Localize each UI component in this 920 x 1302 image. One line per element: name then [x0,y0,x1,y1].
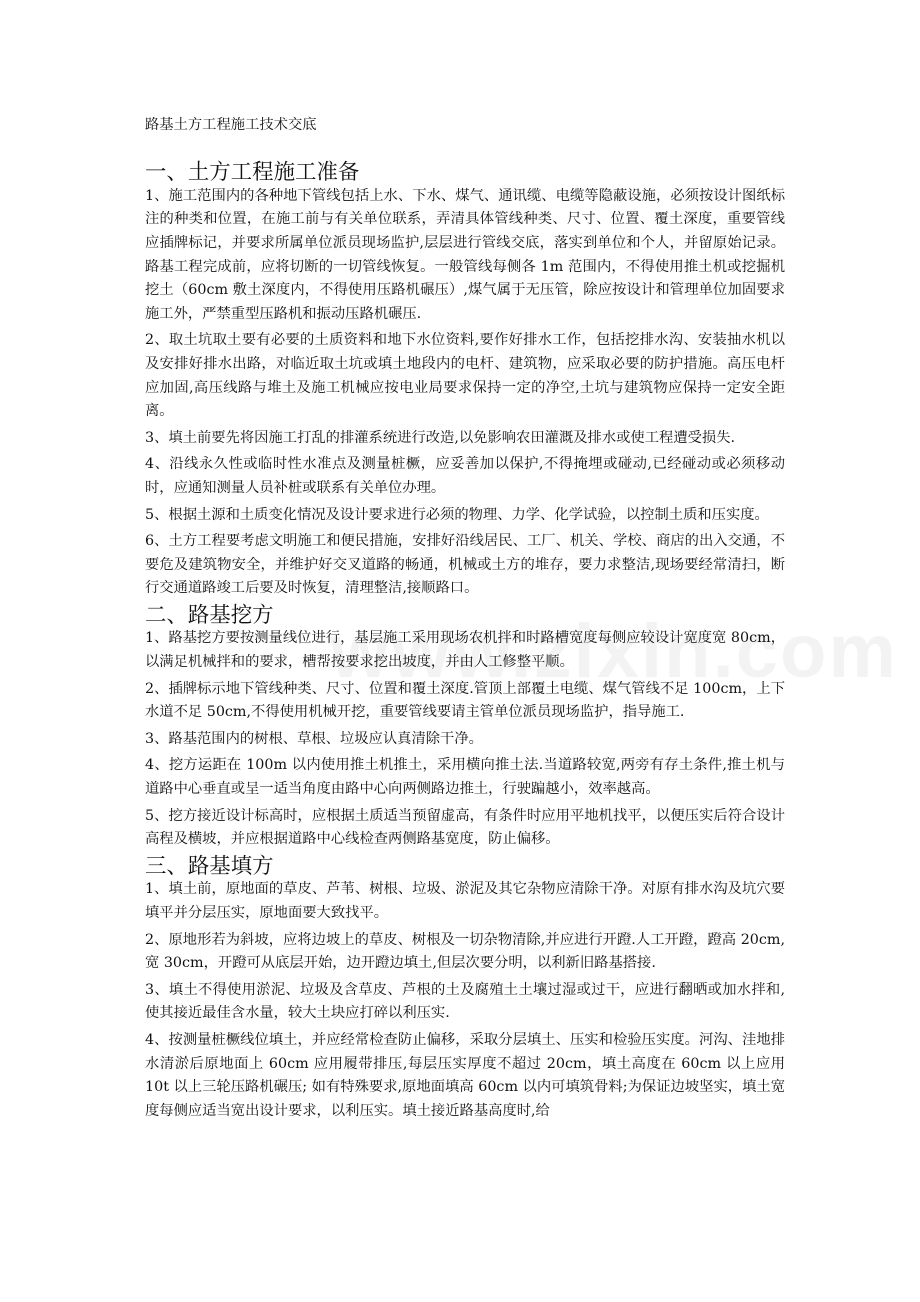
document-title: 路基土方工程施工技术交底 [145,117,317,133]
paragraph: 4、沿线永久性或临时性水准点及测量桩橛，应妥善加以保护,不得掩埋或碰动,已经碰动或必须移动时，应通知测量人员补桩或联系有关单位办理。 [145,456,785,496]
document-page [145,114,785,1126]
paragraph: 5、挖方接近设计标高时，应根据土质适当预留虚高，有条件时应用平地机找平，以便压实后符合设计高程及横坡，并应根据道路中心线检查两侧路基宽度，防止偏移。 [145,807,785,848]
paragraph: 2、原地形若为斜坡，应将边坡上的草皮、树根及一切杂物清除,并应进行开蹬.人工开蹬，蹬高 20cm,宽 30cm，开蹬可从底层开始，边开蹬边填土,但层次要分明，以利新旧路基搭接. [145,931,785,972]
paragraph: 5、根据土源和土质变化情况及设计要求进行必须的物理、力学、化学试验，以控制土质和压实度。 [145,506,769,523]
paragraph: 1、填土前，原地面的草皮、芦苇、树根、垃圾、淤泥及其它杂物应清除干净。对原有排水沟及坑穴要填平并分层压实，原地面要大致找平。 [145,881,785,921]
paragraph: 4、挖方运距在 100m 以内使用推土机推土，采用横向推土法.当道路较宽,两旁有存土条件,推土机与道路中心垂直或呈一适当角度由路中心向两侧路边推土，行驶蹁越小，效率越高。 [145,757,785,798]
paragraph: 4、按测量桩橛线位填土，并应经常检查防止偏移，采取分层填土、压实和检验压实度。河沟、洼地排水清淤后原地面上 60cm 应用履带排压,每层压实厚度不超过 20cm，填土高度在 60cm 以上应用 10t 以上三轮压路机碾压; 如有特殊要求,原地面填高 60cm 以内可填筑骨料;为保证边坡坚实，填土宽度每侧应适当宽出设计要求，以利压实。填土接近路基高度时,给 [145,1031,785,1119]
paragraph: 6、土方工程要考虑文明施工和便民措施，安排好沿线居民、工厂、机关、学校、商店的出入交通，不要危及建筑物安全，并维护好交叉道路的畅通，机械或土方的堆存，要力求整洁,现场要经常清扫，断行交通道路竣工后要及时恢复，清理整洁,接顺路口。 [145,533,785,597]
section-heading: 三、路基填方 [145,853,274,879]
paragraph: 3、路基范围内的树根、草根、垃圾应认真清除干净。 [145,730,483,747]
section-heading: 一、土方工程施工准备 [145,160,360,186]
section-excavation [145,604,785,852]
paragraph: 2、插牌标示地下管线种类、尺寸、位置和覆土深度.管顶上部覆土电缆、煤气管线不足 100cm，上下水道不足 50cm,不得使用机械开挖，重要管线要请主管单位派员现场监护，指导施工. [145,680,785,721]
section-preparation [145,161,785,601]
paragraph: 3、填土不得使用淤泥、垃圾及含草皮、芦根的土及腐殖土土壤过湿或过干，应进行翻晒或加水拌和,使其接近最佳含水量，较大土块应打碎以利压实. [145,981,785,1022]
paragraph: 1、施工范围内的各种地下管线包括上水、下水、煤气、通讯缆、电缆等隐蔽设施，必须按设计图纸标注的种类和位置，在施工前与有关单位联系，弄清具体管线种类、尺寸、位置、覆土深度，重要管线应插牌标记，并要求所属单位派员现场监护,层层进行管线交底，落实到单位和个人，并留原始记录。路基工程完成前，应将切断的一切管线恢复。一般管线每侧各 1m 范围内，不得使用推土机或挖掘机挖土（60cm 敷土深度内，不得使用压路机碾压）,煤气属于无压管，除应按设计和管理单位加固要求施工外，严禁重型压路机和振动压路机碾压. [145,187,785,322]
paragraph: 1、路基挖方要按测量线位进行，基层施工采用现场农机拌和时路槽宽度每侧应较设计宽度宽 80cm，以满足机械拌和的要求，槽帮按要求挖出坡度，并由人工修整平顺。 [145,630,785,671]
paragraph: 3、填土前要先将因施工打乱的排灌系统进行改造,以免影响农田灌溉及排水或使工程遭受损失. [145,429,736,446]
section-heading: 二、路基挖方 [145,602,274,628]
paragraph: 2、取土坑取土要有必要的土质资料和地下水位资料,要作好排水工作，包括挖排水沟、安装抽水机以及安排好排水出路，对临近取土坑或填土地段内的电杆、建筑物，应采取必要的防护措施。高压电杆应加固,高压线路与堆土及施工机械应按电业局要求保持一定的净空,土坑与建筑物应保持一定安全距离。 [145,332,785,420]
section-filling [145,855,785,1124]
